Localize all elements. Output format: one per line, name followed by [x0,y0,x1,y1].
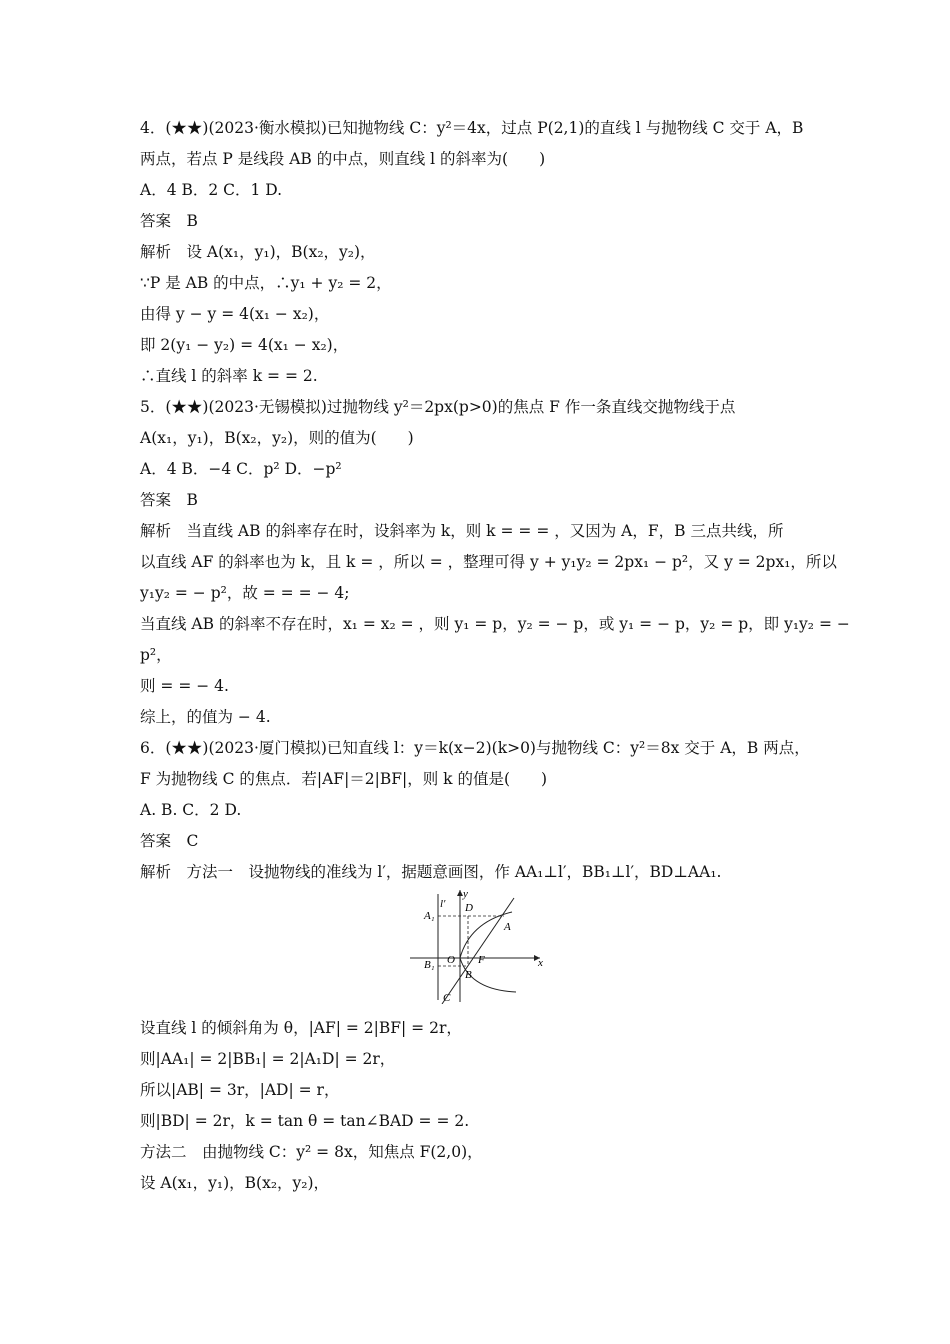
q4-solution-5: ∴直线 l 的斜率 k = = 2. [140,367,318,385]
label-a1: A₁ [424,910,435,922]
parabola-figure [408,886,548,1004]
parabola-diagram [408,886,548,1004]
q6-solution-4: 所以|AB| = 3r，|AD| = r， [140,1081,340,1099]
q6-solution-5: 则|BD| = 2r，k = tan θ = tan∠BAD = = 2. [140,1112,470,1130]
q5-solution-2: 以直线 AF 的斜率也为 k，且 k = ，所以 = ，整理可得 y + y₁y₂ = 2px₁ − p²，又 y = 2px₁，所以 [140,553,837,571]
q6-method-2-2: 设 A(x₁，y₁)，B(x₂，y₂)， [140,1174,330,1192]
q4-solution-1: 解析 设 A(x₁，y₁)，B(x₂，y₂)， [140,243,376,261]
q5-line-1: 5．(★★)(2023·无锡模拟)过抛物线 y²＝2px(p>0)的焦点 F 作一条直线交抛物线于点 [140,398,736,416]
q5-solution-4: 当直线 AB 的斜率不存在时，x₁ = x₂ = ，则 y₁ = p，y₂ = − p，或 y₁ = − p，y₂ = p，即 y₁y₂ = − [140,615,850,633]
q6-line-2: F 为抛物线 C 的焦点．若|AF|＝2|BF|，则 k 的值是( ) [140,770,548,788]
q6-options: A. B. C．2 D. [140,801,242,819]
label-f: F [478,954,485,966]
line-l [442,898,514,1004]
q4-solution-3: 由得 y − y = 4(x₁ − x₂)， [140,305,330,323]
label-d: D [465,902,473,914]
q5-answer: 答案 B [140,491,198,509]
label-o: O [447,954,455,966]
q5-solution-7: 综上，的值为 − 4. [140,708,271,726]
q5-solution-6: 则 = = − 4. [140,677,229,695]
q6-solution-2: 设直线 l 的倾斜角为 θ，|AF| = 2|BF| = 2r， [140,1019,462,1037]
label-y: y [463,888,468,900]
q5-line-2: A(x₁，y₁)，B(x₂，y₂)，则的值为( ) [140,429,414,447]
q4-solution-2: ∵P 是 AB 的中点，∴y₁ + y₂ = 2， [140,274,392,292]
q4-solution-4: 即 2(y₁ − y₂) = 4(x₁ − x₂)， [140,336,349,354]
q4-options: A．4 B．2 C．1 D. [140,181,283,199]
q6-method-2-1: 方法二 由抛物线 C：y² = 8x，知焦点 F(2,0)， [140,1143,483,1161]
q5-options: A．4 B．−4 C．p² D．−p² [140,460,342,478]
q6-solution-1: 解析 方法一 设抛物线的准线为 l′，据题意画图，作 AA₁⊥l′，BB₁⊥l′，BD⊥AA₁. [140,863,722,881]
label-l-prime: l′ [440,898,446,910]
q5-solution-1: 解析 当直线 AB 的斜率存在时，设斜率为 k，则 k = = = ，又因为 A，F，B 三点共线，所 [140,522,784,540]
label-a: A [504,921,511,933]
q6-line-1: 6．(★★)(2023·厦门模拟)已知直线 l：y＝k(x−2)(k>0)与抛物线 C：y²＝8x 交于 A，B 两点， [140,739,810,757]
q4-answer: 答案 B [140,212,198,230]
label-b1: B₁ [424,959,435,971]
label-x: x [538,957,543,969]
q4-line-2: 两点，若点 P 是线段 AB 的中点，则直线 l 的斜率为( ) [140,150,546,168]
q6-solution-3: 则|AA₁| = 2|BB₁| = 2|A₁D| = 2r， [140,1050,396,1068]
q5-solution-3: y₁y₂ = − p²，故 = = = − 4; [140,584,350,602]
q4-line-1: 4．(★★)(2023·衡水模拟)已知抛物线 C：y²＝4x，过点 P(2,1)的直线 l 与抛物线 C 交于 A，B [140,119,804,137]
label-c: C [443,992,451,1004]
q5-solution-5: p²， [140,646,172,664]
label-b: B [465,969,472,981]
q6-answer: 答案 C [140,832,199,850]
